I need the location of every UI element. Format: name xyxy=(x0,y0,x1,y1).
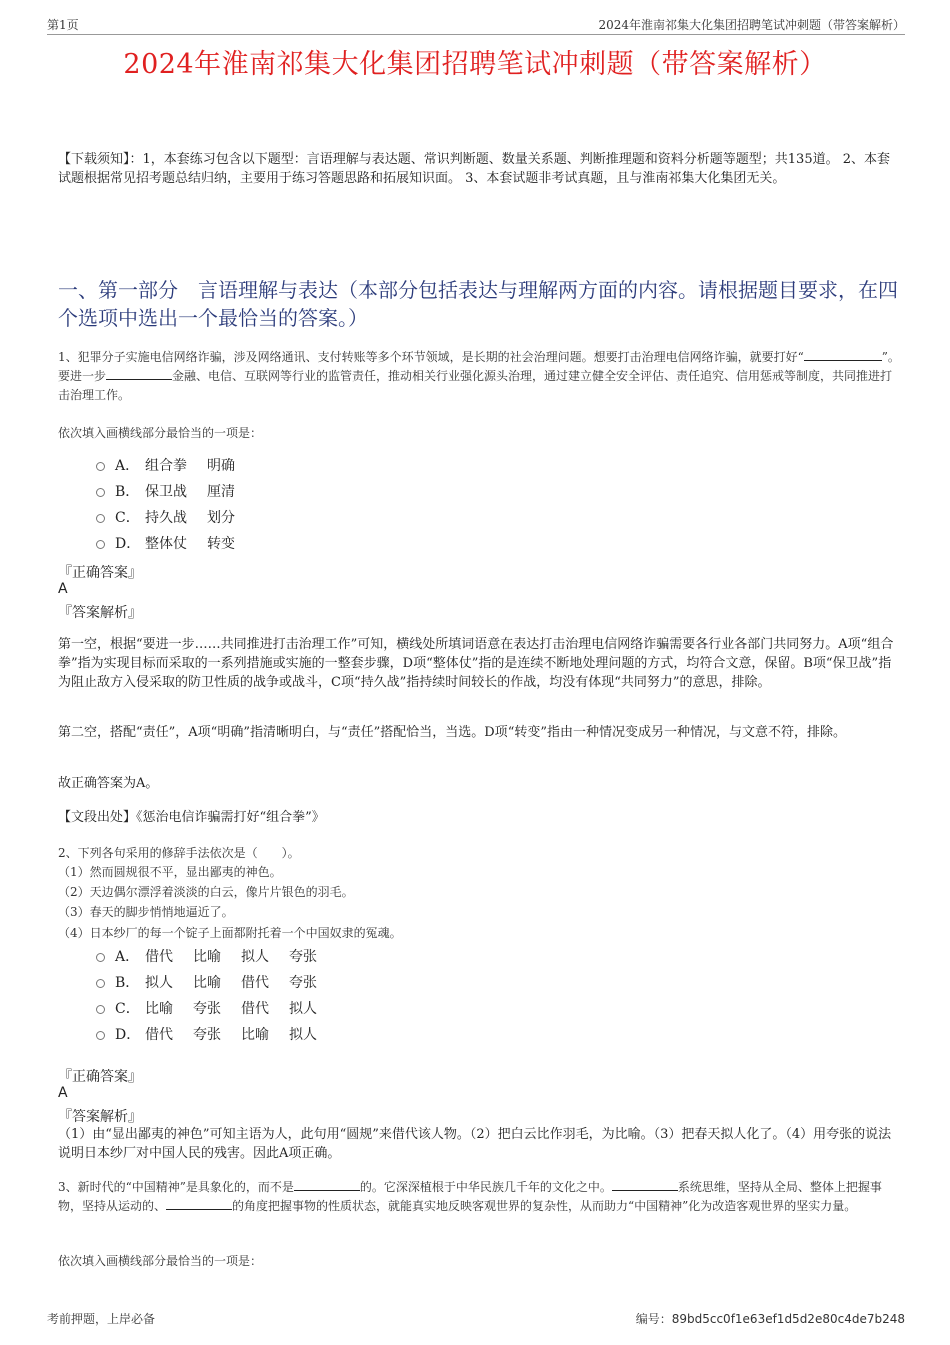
q1-option-b[interactable]: B． 保卫战 厘清 xyxy=(96,478,235,504)
radio-icon[interactable] xyxy=(96,953,105,962)
radio-icon[interactable] xyxy=(96,979,105,988)
question-3-prompt: 依次填入画横线部分最恰当的一项是： xyxy=(58,1254,263,1268)
question-3-text xyxy=(58,1178,900,1216)
header-doc-title: 2024年淮南祁集大化集团招聘笔试冲刺题（带答案解析） xyxy=(598,18,905,32)
q2-answer: A xyxy=(58,1085,68,1101)
footer-code-value: 89bd5cc0f1e63ef1d5d2e80c4de7b248 xyxy=(671,1312,905,1326)
q1-text-part-b: ”。要进一步 xyxy=(58,350,900,383)
q1-option-c[interactable]: C． 持久战 划分 xyxy=(96,504,235,530)
radio-icon[interactable] xyxy=(96,514,105,523)
q2-line-4: （4）日本纱厂的每一个锭子上面都附托着一个中国奴隶的冤魂。 xyxy=(58,926,402,940)
q2-analysis-label: 『答案解析』 xyxy=(58,1109,142,1125)
q2-analysis: （1）由“显出鄙夷的神色”可知主语为人，此句用“圆规”来借代该人物。（2）把白云比作羽毛，为比喻。（3）把春天拟人化了。（4）用夸张的说法说明日本纱厂对中国人民的残害。因此A项正确。 xyxy=(58,1127,892,1161)
question-1-prompt: 依次填入画横线部分最恰当的一项是： xyxy=(58,426,263,440)
q1-analysis-label: 『答案解析』 xyxy=(58,605,142,621)
footer-code xyxy=(636,1310,905,1327)
radio-icon[interactable] xyxy=(96,540,105,549)
radio-icon[interactable] xyxy=(96,462,105,471)
footer-slogan: 考前押题，上岸必备 xyxy=(47,1312,156,1326)
q1-blank-2 xyxy=(106,367,172,380)
download-notice: 【下载须知】：1，本套练习包含以下题型：言语理解与表达题、常识判断题、数量关系题、判断推理题和资料分析题等题型；共135道。 2、本套试题根据常见招考题总结归纳，主要用于练习答题思路和拓展知识面。 3、本套试题非考试真题，且与淮南祁集大化集团无关。 xyxy=(58,152,890,186)
q1-conclusion: 故正确答案为A。 xyxy=(58,776,159,791)
q1-option-a[interactable]: A． 组合拳 明确 xyxy=(96,452,235,478)
question-1-options xyxy=(96,452,235,556)
radio-icon[interactable] xyxy=(96,488,105,497)
q3-text-part-d: 的角度把握事物的性质状态，就能真实地反映客观世界的复杂性，从而助力“中国精神”化为改造客观世界的坚实力量。 xyxy=(232,1199,857,1213)
page-number: 第1页 xyxy=(47,18,79,32)
q3-text-part-c: 系统思维，坚持从全局、整体上把握事物，坚持从运动的、 xyxy=(58,1180,882,1213)
q1-text-part-a: 1、犯罪分子实施电信网络诈骗，涉及网络通讯、支付转账等多个环节领域，是长期的社会治理问题。想要打击治理电信网络诈骗，就要打好“ xyxy=(58,350,804,364)
q1-text-part-c: 金融、电信、互联网等行业的监管责任，推动相关行业强化源头治理，通过建立健全安全评估、责任追究、信用惩戒等制度，共同推进打击治理工作。 xyxy=(58,369,893,402)
q1-analysis-1: 第一空，根据“要进一步……共同推进打击治理工作”可知，横线处所填词语意在表达打击治理电信网络诈骗需要各行业各部门共同努力。A项“组合拳”指为实现目标而采取的一系列措施或实施的一整套步骤，D项“整体仗”指的是连续不断地处理问题的方式，均符合文意，保留。B项“保卫战”指为阻止敌方入侵采取的防卫性质的战争或战斗，C项“持久战”指持续时间较长的作战，均没有体现“共同努力”的意思，排除。 xyxy=(58,637,894,690)
q2-line-1: （1）然而圆规很不平，显出鄙夷的神色。 xyxy=(58,865,282,879)
q3-blank-2 xyxy=(612,1178,678,1191)
q2-option-a[interactable]: A． 借代 比喻 拟人 夸张 xyxy=(96,943,317,969)
question-2-stem: 2、下列各句采用的修辞手法依次是（ ）。 xyxy=(58,846,300,860)
radio-icon[interactable] xyxy=(96,1005,105,1014)
q2-option-d[interactable]: D． 借代 夸张 比喻 拟人 xyxy=(96,1021,317,1047)
q1-option-d[interactable]: D． 整体仗 转变 xyxy=(96,530,235,556)
q1-answer-label: 『正确答案』 xyxy=(58,565,142,581)
q3-blank-3 xyxy=(166,1197,232,1210)
q2-option-c[interactable]: C． 比喻 夸张 借代 拟人 xyxy=(96,995,317,1021)
q1-blank-1 xyxy=(804,348,882,361)
page-header xyxy=(47,14,905,35)
section-title: 一、第一部分 言语理解与表达（本部分包括表达与理解两方面的内容。请根据题目要求，在四个选项中选出一个最恰当的答案。） xyxy=(58,278,898,330)
q2-option-b[interactable]: B． 拟人 比喻 借代 夸张 xyxy=(96,969,317,995)
q3-text-part-a: 3、新时代的“中国精神”是具象化的，而不是 xyxy=(58,1180,294,1194)
question-2-options xyxy=(96,943,317,1047)
q1-source: 【文段出处】《惩治电信诈骗需打好“组合拳”》 xyxy=(58,810,325,825)
question-1-text xyxy=(58,348,900,405)
q3-text-part-b: 的。它深深植根于中华民族几千年的文化之中。 xyxy=(359,1180,612,1194)
document-title: 2024年淮南祁集大化集团招聘笔试冲刺题（带答案解析） xyxy=(123,49,827,80)
page-footer xyxy=(47,1310,905,1327)
q2-line-3: （3）春天的脚步悄悄地逼近了。 xyxy=(58,905,234,919)
q3-blank-1 xyxy=(294,1178,360,1191)
q1-answer: A xyxy=(58,581,68,597)
q1-analysis-2: 第二空，搭配“责任”，A项“明确”指清晰明白，与“责任”搭配恰当，当选。D项“转变”指由一种情况变成另一种情况，与文意不符，排除。 xyxy=(58,725,846,740)
radio-icon[interactable] xyxy=(96,1031,105,1040)
q2-answer-label: 『正确答案』 xyxy=(58,1069,142,1085)
q2-line-2: （2）天边偶尔漂浮着淡淡的白云，像片片银色的羽毛。 xyxy=(58,885,354,899)
footer-code-label: 编号： xyxy=(635,1312,672,1326)
